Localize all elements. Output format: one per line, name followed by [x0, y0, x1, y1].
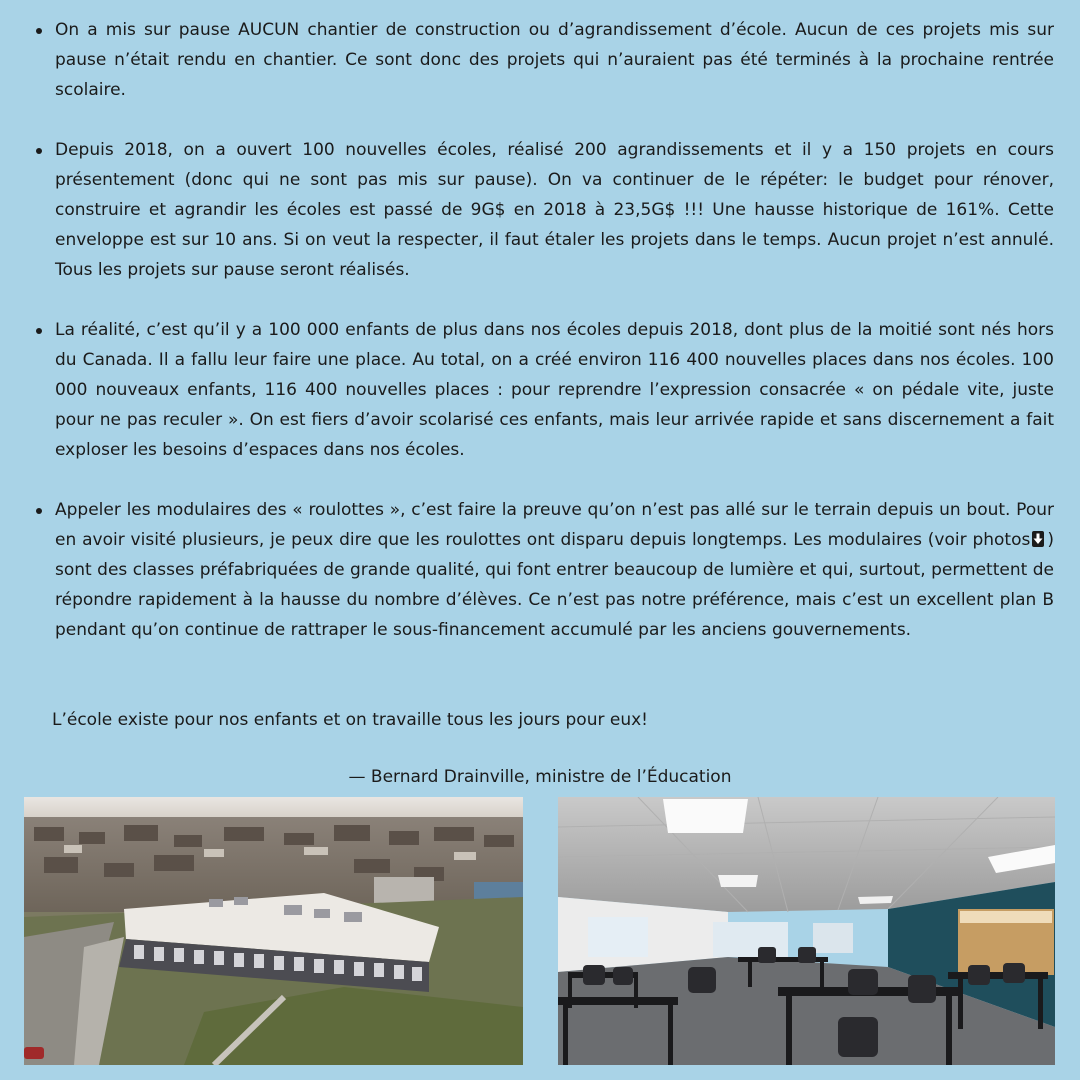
closing-statement: L’école existe pour nos enfants et on travaille tous les jours pour eux!: [52, 710, 648, 730]
bullet-list: [0, 15, 1080, 675]
bullet-item: Depuis 2018, on a ouvert 100 nouvelles écoles, réalisé 200 agrandissements et il y a 150 projets en cours présentement (donc qui ne sont pas mis sur pause). On va continuer de le répéter: le budget pour rénover, construire et agrandir les écoles est passé de 9G$ en 2018 à 23,5G$ !!! Une hausse historique de 161%. Cette enveloppe est sur 10 ans. Si on veut la respecter, il faut étaler les projets dans le temps. Aucun projet n’est annulé. Tous les projets sur pause seront réalisés.: [55, 135, 1054, 285]
bullet-item: [55, 495, 1054, 645]
bullet-text-part: Appeler les modulaires des « roulottes », c’est faire la preuve qu’on n’est pas allé sur le terrain depuis un bout. Pour en avoir visité plusieurs, je peux dire que les roulottes ont disparu depuis longtemps. Les modulaires (voir photos: [55, 500, 1054, 550]
aerial-modular-school-photo: [24, 797, 523, 1065]
down-arrow-icon: [1031, 531, 1045, 547]
modular-classroom-interior-photo: [558, 797, 1055, 1065]
bullet-item: On a mis sur pause AUCUN chantier de construction ou d’agrandissement d’école. Aucun de ces projets mis sur pause n’était rendu en chantier. Ce sont donc des projets qui n’auraient pas été terminés à la prochaine rentrée scolaire.: [55, 15, 1054, 105]
signature: — Bernard Drainville, ministre de l’Éducation: [348, 767, 732, 787]
bullet-text-part: ) sont des classes préfabriquées de grande qualité, qui font entrer beaucoup de lumière et qui, surtout, permettent de répondre rapidement à la hausse du nombre d’élèves. Ce n’est pas notre préférence, mais c’est un excellent plan B pendant qu’on continue de rattraper le sous-financement accumulé par les anciens gouvernements.: [55, 530, 1054, 640]
bullet-item: La réalité, c’est qu’il y a 100 000 enfants de plus dans nos écoles depuis 2018, dont plus de la moitié sont nés hors du Canada. Il a fallu leur faire une place. Au total, on a créé environ 116 400 nouvelles places dans nos écoles. 100 000 nouveaux enfants, 116 400 nouvelles places : pour reprendre l’expression consacrée « on pédale vite, juste pour ne pas reculer ». On est fiers d’avoir scolarisé ces enfants, mais leur arrivée rapide et sans discernement a fait exploser les besoins d’espaces dans nos écoles.: [55, 315, 1054, 465]
